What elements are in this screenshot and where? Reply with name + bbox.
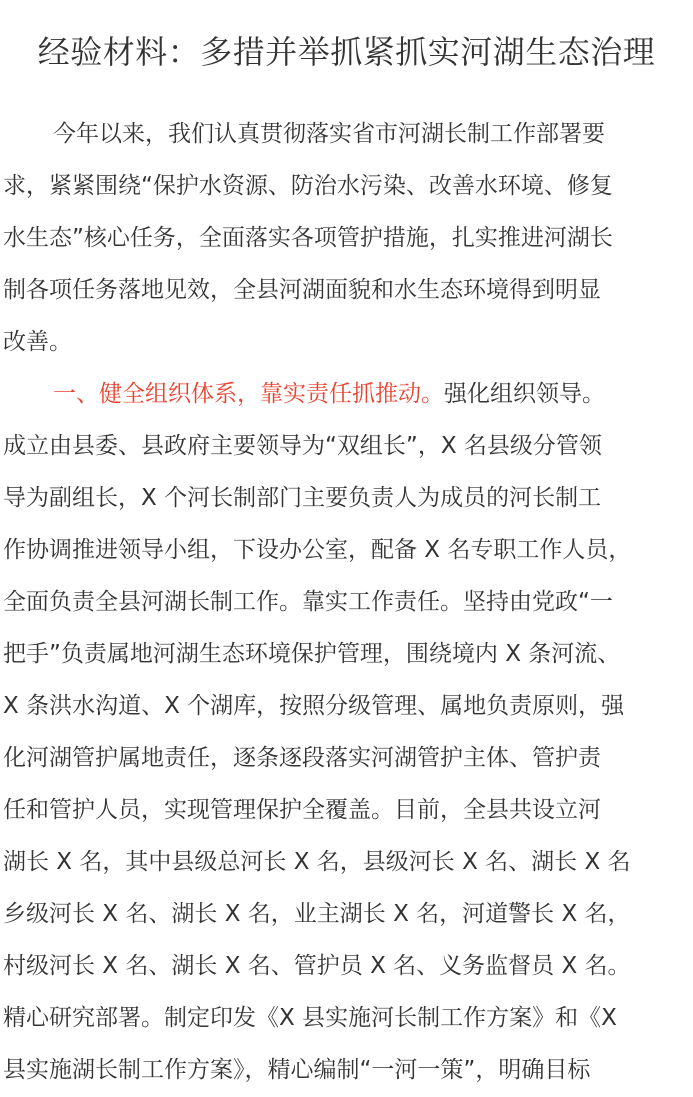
paragraph-line: X 条洪水沟道、X 个湖库，按照分级管理、属地负责原则，强 [3,693,625,719]
section-first-line [3,368,691,420]
paragraph-line: 精心研究部署。制定印发《X 县实施河长制工作方案》和《X [3,1005,617,1031]
paragraph-line: 任和管护人员，实现管理保护全覆盖。目前，全县共设立河 [3,797,601,823]
article-title: 经验材料：多措并举抓紧抓实河湖生态治理 [37,33,656,71]
paragraph-line: 作协调推进领导小组，下设办公室，配备 X 名专职工作人员， [3,537,632,563]
section-lead-text: 强化组织领导。 [444,381,605,407]
paragraph-line: 导为副组长，X 个河长制部门主要负责人为成员的河长制工 [3,485,602,511]
paragraph-line: 把手”负责属地河湖生态环境保护管理，围绕境内 X 条河流、 [3,641,621,667]
paragraph-line: 水生态”核心任务，全面落实各项管护措施，扎实推进河湖长 [3,225,613,251]
paragraph-line: 全面负责全县河湖长制工作。靠实工作责任。坚持由党政“一 [3,589,613,615]
article-body [3,108,691,1096]
paragraph-line: 改善。 [3,329,72,355]
paragraph-line: 成立由县委、县政府主要领导为“双组长”，X 名县级分管领 [3,433,602,459]
paragraph-line: 求，紧紧围绕“保护水资源、防治水污染、改善水环境、修复 [3,173,613,199]
paragraph-line: 化河湖管护属地责任，逐条逐段落实河湖管护主体、管护责 [3,745,601,771]
paragraph-line: 乡级河长 X 名、湖长 X 名，业主湖长 X 名，河道警长 X 名， [3,901,631,927]
section-heading: 一、健全组织体系，靠实责任抓推动。 [53,381,444,407]
paragraph-line: 制各项任务落地见效，全县河湖面貌和水生态环境得到明显 [3,277,601,303]
paragraph-line: 县实施湖长制工作方案》，精心编制“一河一策”，明确目标 [3,1057,591,1083]
paragraph-line: 村级河长 X 名、湖长 X 名、管护员 X 名、义务监督员 X 名。 [3,953,631,979]
paragraph-line: 湖长 X 名，其中县级总河长 X 名，县级河长 X 名、湖长 X 名 [3,849,631,875]
paragraph-line: 今年以来，我们认真贯彻落实省市河湖长制工作部署要 [53,121,605,147]
